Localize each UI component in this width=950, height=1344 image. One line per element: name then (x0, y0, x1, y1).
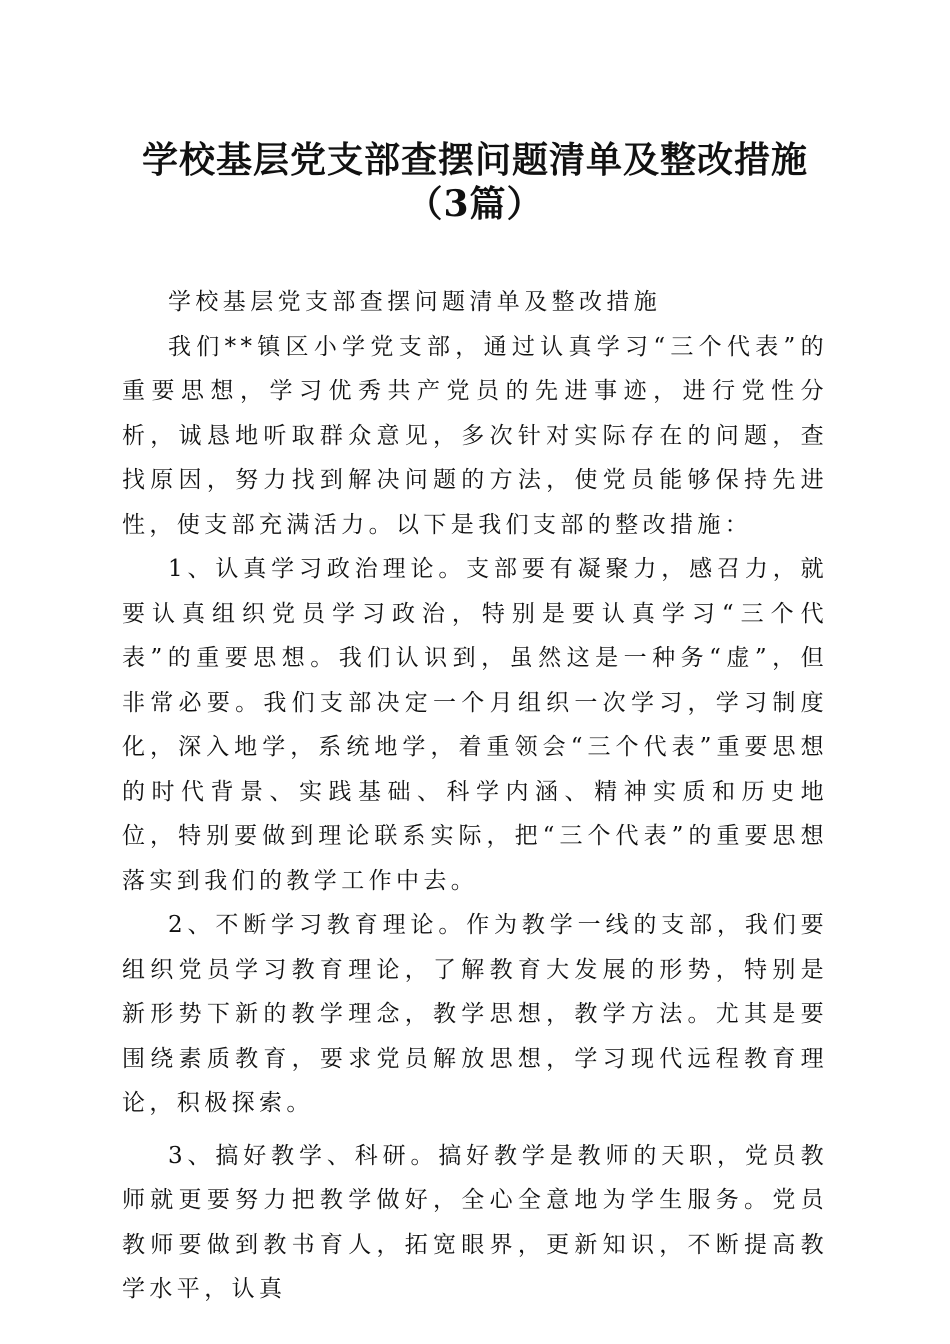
measure-2-paragraph: 2、不断学习教育理论。作为教学一线的支部，我们要组织党员学习教育理论，了解教育大发展的形势，特别是新形势下新的教学理念，教学思想，教学方法。尤其是要围绕素质教育，要求党员解放思想，学习现代远程教育理论，积极探索。 (122, 912, 828, 1116)
document-title: 学校基层党支部查摆问题清单及整改措施（3篇） (141, 139, 808, 225)
measure-1-paragraph: 1、认真学习政治理论。支部要有凝聚力，感召力，就要认真组织党员学习政治，特别是要认真学习“三个代表”的重要思想。我们认识到，虽然这是一种务“虚”，但非常必要。我们支部决定一个月组织一次学习，学习制度化，深入地学，系统地学，着重领会“三个代表”重要思想的时代背景、实践基础、科学内涵、精神实质和历史地位，特别要做到理论联系实际，把“三个代表”的重要思想落实到我们的教学工作中去。 (122, 556, 828, 894)
document-body (122, 280, 828, 1312)
measure-3-paragraph: 3、搞好教学、科研。搞好教学是教师的天职，党员教师就更要努力把教学做好，全心全意地为学生服务。党员教师要做到教书育人，拓宽眼界，更新知识，不断提高教学水平，认真 (122, 1142, 828, 1302)
subtitle-paragraph: 学校基层党支部查摆问题清单及整改措施 (168, 289, 662, 315)
intro-paragraph: 我们**镇区小学党支部，通过认真学习“三个代表”的重要思想，学习优秀共产党员的先进事迹，进行党性分析，诚恳地听取群众意见，多次针对实际存在的问题，查找原因，努力找到解决问题的方法，使党员能够保持先进性，使支部充满活力。以下是我们支部的整改措施： (122, 333, 828, 538)
